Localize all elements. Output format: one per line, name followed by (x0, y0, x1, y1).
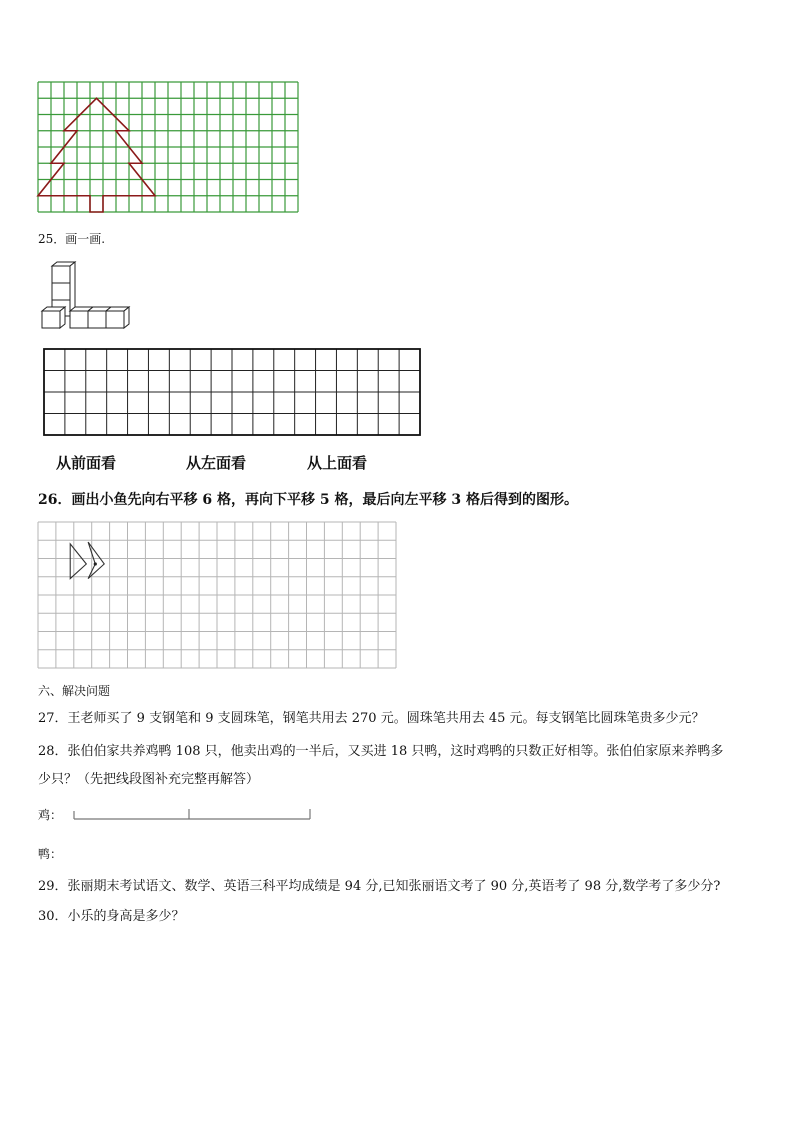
question-28-line1: 28．张伯伯家共养鸡鸭 108 只，他卖出鸡的一半后，又买进 18 只鸭，这时鸡鸭的只数正好相等。张伯伯家原来养鸭多 (38, 744, 724, 759)
tree-shape (38, 98, 155, 212)
chicken-line-segment (72, 808, 314, 822)
views-grid-lines (44, 349, 420, 435)
question-30: 30．小乐的身高是多少？ (38, 909, 185, 924)
duck-label: 鸭： (38, 847, 63, 861)
question-27: 27．王老师买了 9 支钢笔和 9 支圆珠笔，钢笔共用去 270 元。圆珠笔共用去 45 元。每支钢笔比圆珠笔贵多少元？ (38, 711, 705, 726)
fish-shape (70, 542, 104, 579)
label-left-view: 从左面看 (186, 454, 247, 472)
fish-eye (94, 562, 97, 565)
question-29: 29．张丽期末考试语文、数学、英语三科平均成绩是 94 分,已知张丽语文考了 90 分,英语考了 98 分,数学考了多少分? (38, 879, 721, 894)
question-25: 25．画一画. (38, 232, 106, 246)
label-top-view: 从上面看 (307, 454, 368, 472)
fish-translation-grid (38, 522, 396, 668)
label-front-view: 从前面看 (56, 454, 117, 472)
cube-stack-figure (40, 262, 132, 330)
question-28-line2: 少只？（先把线段图补充完整再解答） (38, 772, 260, 787)
tree-grid-figure (38, 82, 300, 214)
chicken-label: 鸡： (38, 808, 63, 822)
section-title: 六、解决问题 (38, 684, 111, 698)
tree-grid-lines (38, 82, 298, 212)
fish-grid-lines (38, 522, 396, 668)
question-26: 26．画出小鱼先向右平移 6 格，再向下平移 5 格，最后向左平移 3 格后得到的图形。 (38, 492, 578, 508)
views-answer-grid (44, 349, 420, 435)
